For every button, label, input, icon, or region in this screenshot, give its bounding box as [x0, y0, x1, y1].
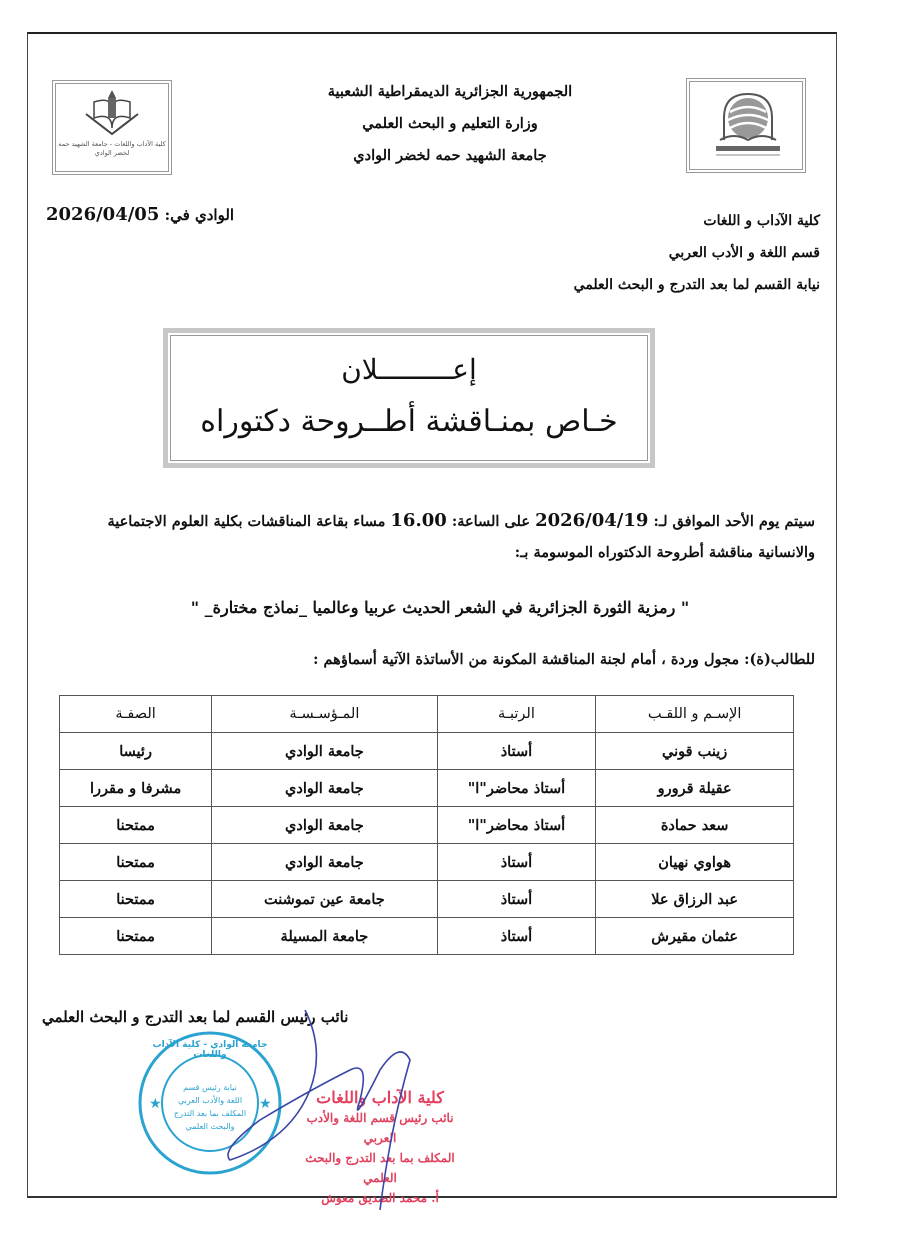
student-line: للطالب(ة): مجول وردة ، أمام لجنة المناقشة المكونة من الأساتذة الآتية أسماؤهم :	[313, 651, 815, 668]
paragraph-part-2: على الساعة:	[451, 513, 531, 530]
svg-text:والبحث العلمي: والبحث العلمي	[185, 1122, 235, 1131]
round-stamp-outer-text: جامعة الوادي - كلية الآداب واللغات	[152, 1040, 268, 1060]
stamp-signatory-name: أ. محمد الصديق معوش	[321, 1191, 439, 1205]
section-name: قسم اللغة و الأدب العربي	[668, 245, 820, 261]
signatory-title: نائب رئيس القسم لما بعد التدرج و البحث العلمي	[42, 1008, 349, 1026]
announcement-title-box	[163, 328, 655, 468]
committee-table	[59, 695, 794, 955]
cell-rank: أستاذ محاضر"ا"	[437, 807, 596, 844]
paragraph-part-1: سيتم يوم الأحد الموافق لـ:	[653, 513, 815, 530]
header-block	[300, 76, 600, 172]
table-row	[60, 733, 794, 770]
office-name: نيابة القسم لما بعد التدرج و البحث العلمي	[573, 277, 820, 293]
cell-name: عثمان مقيرش	[596, 918, 794, 955]
cell-rank: أستاذ	[437, 733, 596, 770]
cell-name: سعد حمادة	[596, 807, 794, 844]
cell-role: رئيسا	[60, 733, 212, 770]
thesis-title: " رمزية الثورة الجزائرية في الشعر الحديث عربيا وعالميا _نماذج مختارة_ "	[190, 598, 690, 617]
cell-rank: أستاذ	[437, 918, 596, 955]
header-institution: المـؤسـسـة	[212, 696, 437, 733]
svg-text:اللغة والأدب العربي: اللغة والأدب العربي	[177, 1096, 243, 1105]
header-role: الصفـة	[60, 696, 212, 733]
cell-institution: جامعة الوادي	[212, 770, 437, 807]
defense-time: 16.00	[390, 510, 447, 531]
stamp-responsibility: المكلف بما بعد التدرج والبحث العلمي	[305, 1151, 455, 1185]
cell-institution: جامعة الوادي	[212, 844, 437, 881]
table-row	[60, 918, 794, 955]
cell-name: زينب قوني	[596, 733, 794, 770]
svg-text:المكلف بما بعد التدرج: المكلف بما بعد التدرج	[173, 1109, 247, 1118]
cell-name: عقيلة قرورو	[596, 770, 794, 807]
faculty-logo-text: كلية الآداب واللغات - جامعة الشهيد حمه لخضر الوادي	[58, 140, 166, 157]
country-name: الجمهورية الجزائرية الديمقراطية الشعبية	[327, 83, 573, 100]
cell-institution: جامعة الوادي	[212, 807, 437, 844]
stamp-position: نائب رئيس قسم اللغة والأدب العربي	[306, 1111, 454, 1145]
header-name: الإسـم و اللقـب	[596, 696, 794, 733]
official-stamp	[300, 1088, 460, 1208]
cell-role: ممتحنا	[60, 918, 212, 955]
cell-rank: أستاذ محاضر"ا"	[437, 770, 596, 807]
cell-role: مشرفا و مقررا	[60, 770, 212, 807]
department-block	[574, 205, 820, 301]
issue-date	[46, 204, 234, 225]
cell-role: ممتحنا	[60, 881, 212, 918]
table-row	[60, 844, 794, 881]
faculty-name: كلية الآداب و اللغات	[703, 213, 820, 229]
table-row	[60, 881, 794, 918]
cell-institution: جامعة عين تموشنت	[212, 881, 437, 918]
svg-text:★: ★	[259, 1096, 272, 1112]
cell-name: عبد الرزاق علا	[596, 881, 794, 918]
table-row	[60, 807, 794, 844]
faculty-logo	[52, 80, 172, 175]
announcement-title: إعـــــــــلان	[341, 353, 477, 386]
announcement-subtitle: خـاص بمنـاقشة أطــروحة دكتوراه	[200, 404, 618, 439]
header-rank: الرتبـة	[437, 696, 596, 733]
table-header-row	[60, 696, 794, 733]
cell-rank: أستاذ	[437, 881, 596, 918]
date-label: الوادي في:	[164, 206, 235, 224]
cell-rank: أستاذ	[437, 844, 596, 881]
svg-text:★: ★	[149, 1096, 162, 1112]
cell-role: ممتحنا	[60, 844, 212, 881]
cell-role: ممتحنا	[60, 807, 212, 844]
cell-name: هواوي نهيان	[596, 844, 794, 881]
announcement-paragraph	[80, 505, 815, 568]
stamp-faculty: كلية الآداب واللغات	[316, 1088, 444, 1107]
paragraph-part-3: مساء بقاعة المناقشات بكلية العلوم الاجتماعية والانسانية مناقشة أطروحة الدكتوراه الموسومة بـ:	[107, 513, 815, 561]
table-row	[60, 770, 794, 807]
date-value: 2026/04/05	[46, 204, 160, 225]
ministry-name: وزارة التعليم و البحث العلمي	[362, 115, 538, 132]
university-name: جامعة الشهيد حمه لخضر الوادي	[353, 147, 547, 164]
university-logo	[686, 78, 806, 173]
cell-institution: جامعة المسيلة	[212, 918, 437, 955]
svg-text:نيابة رئيس قسم: نيابة رئيس قسم	[183, 1083, 237, 1092]
defense-date: 2026/04/19	[535, 510, 649, 531]
cell-institution: جامعة الوادي	[212, 733, 437, 770]
university-globe-logo-icon	[690, 82, 802, 169]
